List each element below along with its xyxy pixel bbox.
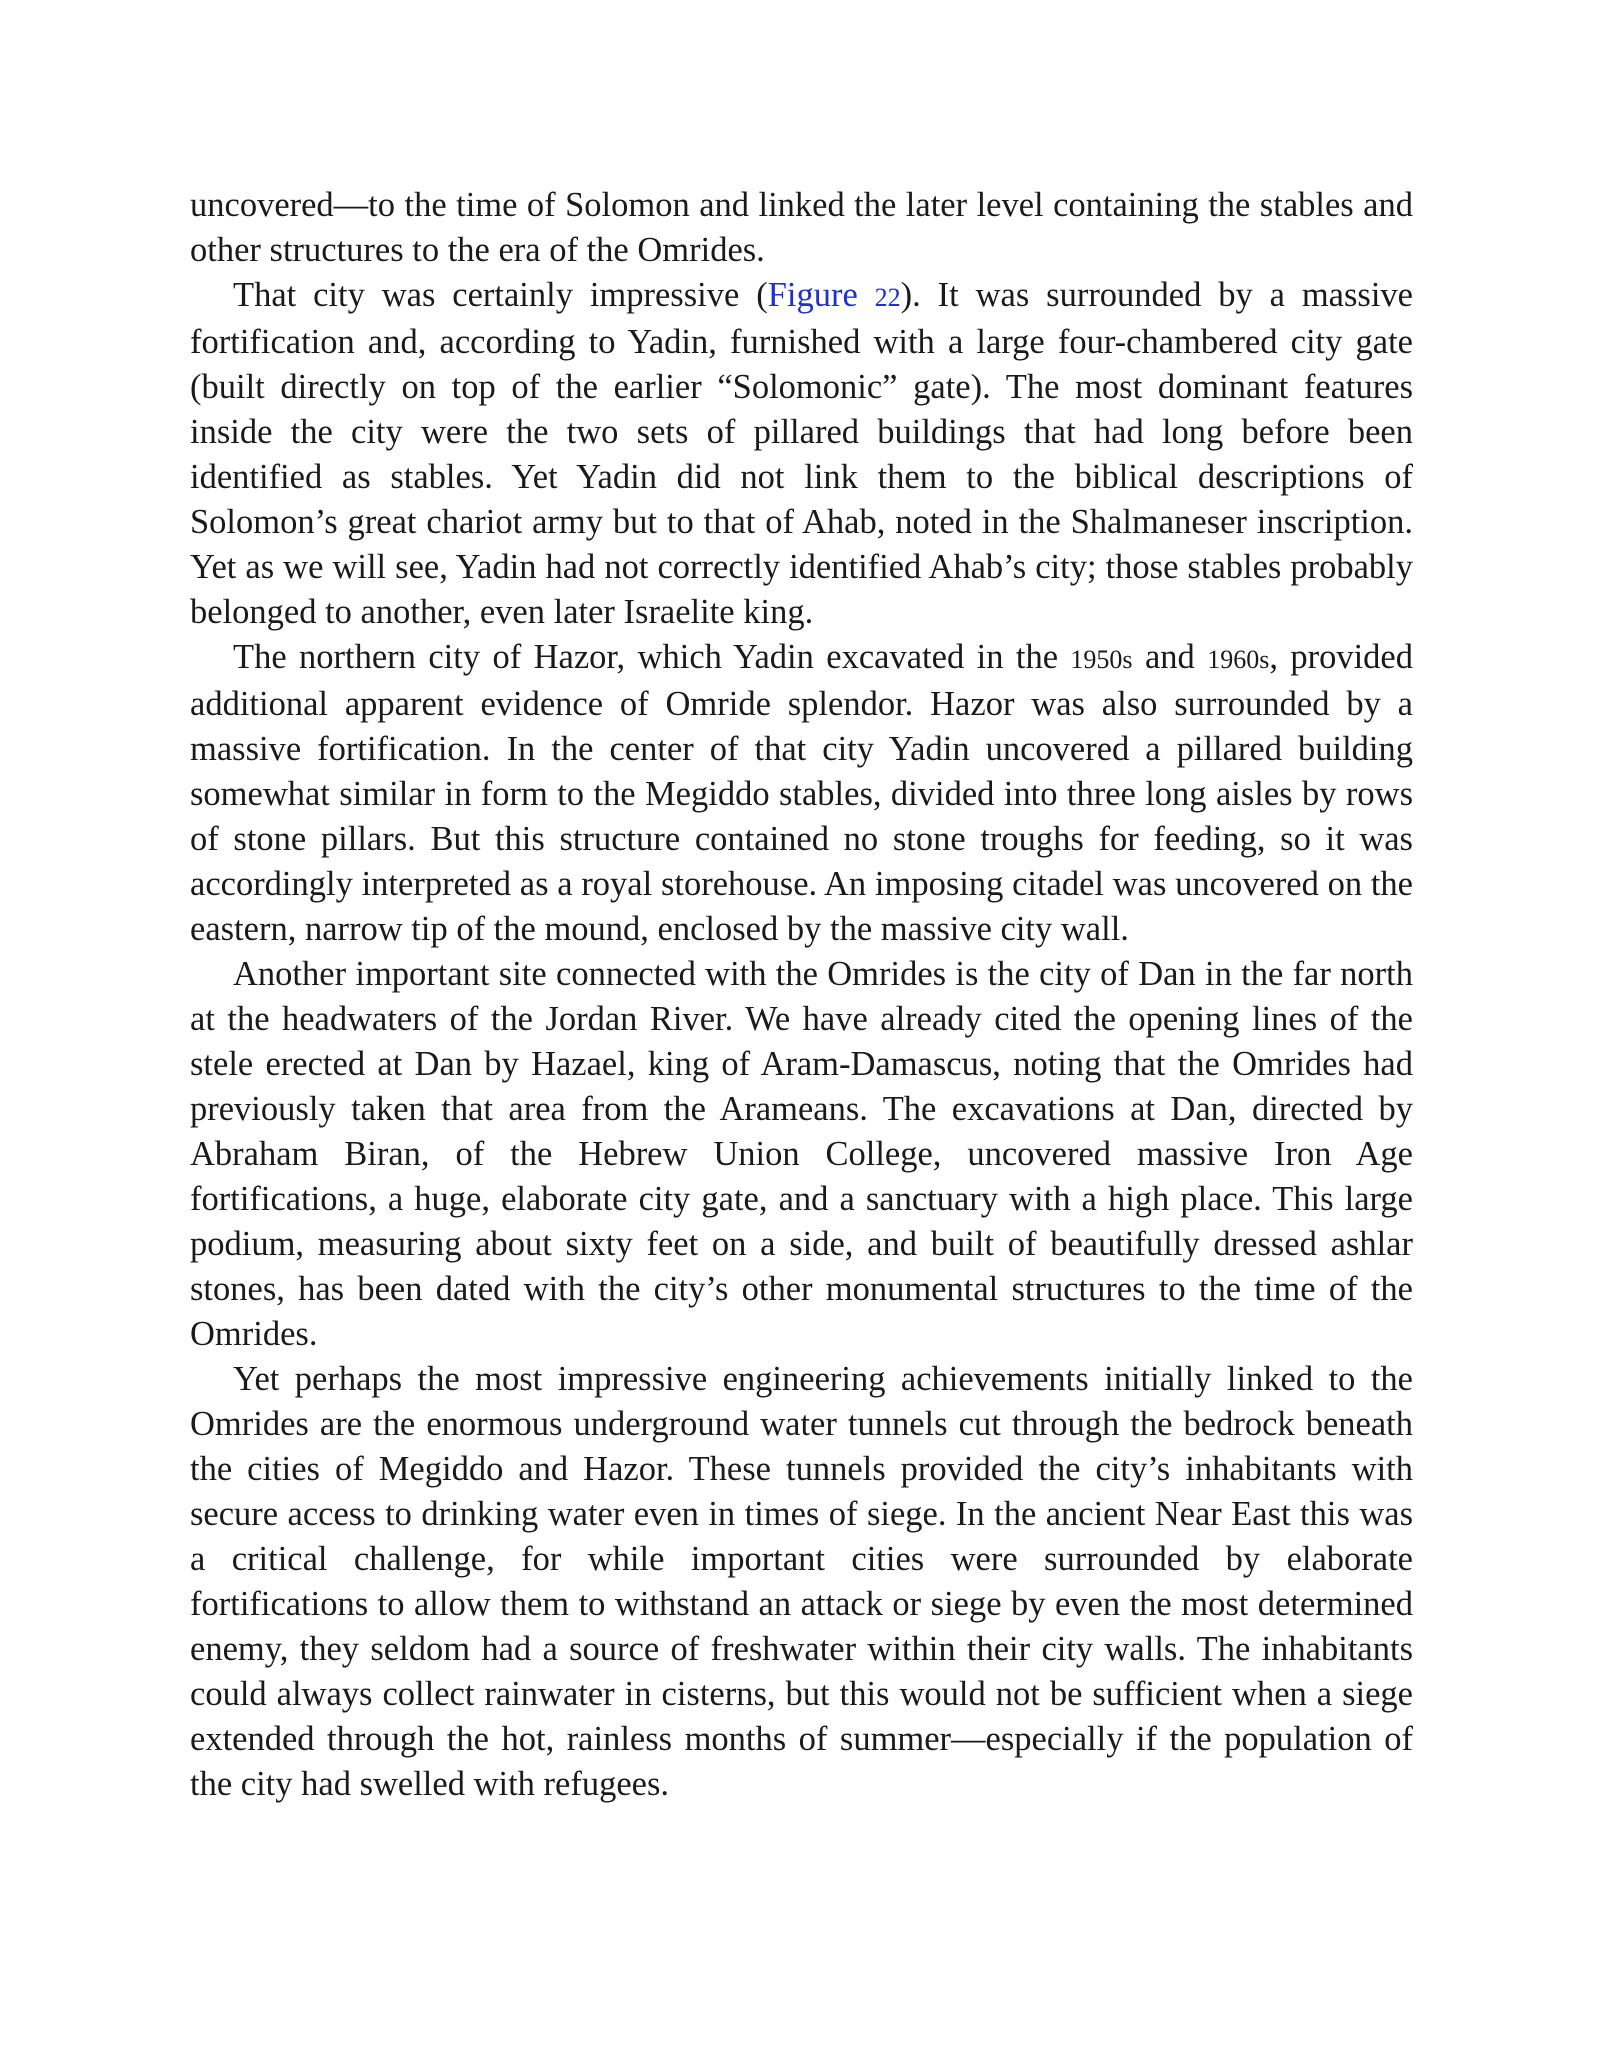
figure-link-number: 22 <box>874 283 901 312</box>
paragraph-text: and <box>1132 638 1208 676</box>
figure-link-label: Figure <box>767 276 875 314</box>
paragraph-megiddo-city <box>190 273 1413 635</box>
paragraph-text: , provided additional apparent evidence of Omride splendor. Hazor was also surrounded by a massive fortification. In the center of that city Yadin uncovered a pillared building somewhat similar in form to the Megiddo stables, divided into three long aisles by rows of stone pillars. But this structure contained no stone troughs for feeding, so it was accordingly interpreted as a royal storehouse. An imposing citadel was uncovered on the eastern, narrow tip of the mound, enclosed by the massive city wall. <box>190 638 1413 948</box>
paragraph-continued: uncovered—to the time of Solomon and linked the later level containing the stables and other structures to the era of the Omrides. <box>190 186 1413 269</box>
paragraph-water-tunnels: Yet perhaps the most impressive engineering achievements initially linked to the Omrides are the enormous underground water tunnels cut through the bedrock beneath the cities of Megiddo and Hazor. These tunnels provided the city’s inhabitants with secure access to drinking water even in times of siege. In the ancient Near East this was a critical challenge, for while important cities were surrounded by elaborate fortifications to allow them to withstand an attack or siege by even the most determined enemy, they seldom had a source of freshwater within their city walls. The inhabitants could always collect rainwater in cisterns, but this would not be sufficient when a siege extended through the hot, rainless months of summer—especially if the population of the city had swelled with refugees. <box>190 1360 1413 1803</box>
figure-22-link[interactable] <box>768 276 901 314</box>
paragraph-dan: Another important site connected with the Omrides is the city of Dan in the far north at the headwaters of the Jordan River. We have already cited the opening lines of the stele erected at Dan by Hazael, king of Aram-Damascus, noting that the Omrides had previously taken that area from the Arameans. The excavations at Dan, directed by Abraham Biran, of the Hebrew Union College, uncovered massive Iron Age fortifications, a huge, elaborate city gate, and a sanctuary with a high place. This large podium, measuring about sixty feet on a side, and built of beautifully dressed ashlar stones, has been dated with the city’s other monumental structures to the time of the Omrides. <box>190 955 1413 1353</box>
paragraph-hazor <box>190 635 1413 952</box>
paragraph-text: That city was certainly impressive ( <box>233 276 768 314</box>
paragraph-text: The northern city of Hazor, which Yadin excavated in the <box>233 638 1071 676</box>
page-body <box>190 183 1413 1807</box>
paragraph-text: ). It was surrounded by a massive fortification and, according to Yadin, furnished with a large four-chambered city gate (built directly on top of the earlier “Solomonic” gate). The most dominant features inside the city were the two sets of pillared buildings that had long before been identified as stables. Yet Yadin did not link them to the biblical descriptions of Solomon’s great chariot army but to that of Ahab, noted in the Shalmaneser inscription. Yet as we will see, Yadin had not correctly identified Ahab’s city; those stables probably belonged to another, even later Israelite king. <box>190 276 1413 631</box>
decade-1950s: 1950s <box>1070 645 1133 674</box>
decade-1960s: 1960s <box>1207 645 1270 674</box>
